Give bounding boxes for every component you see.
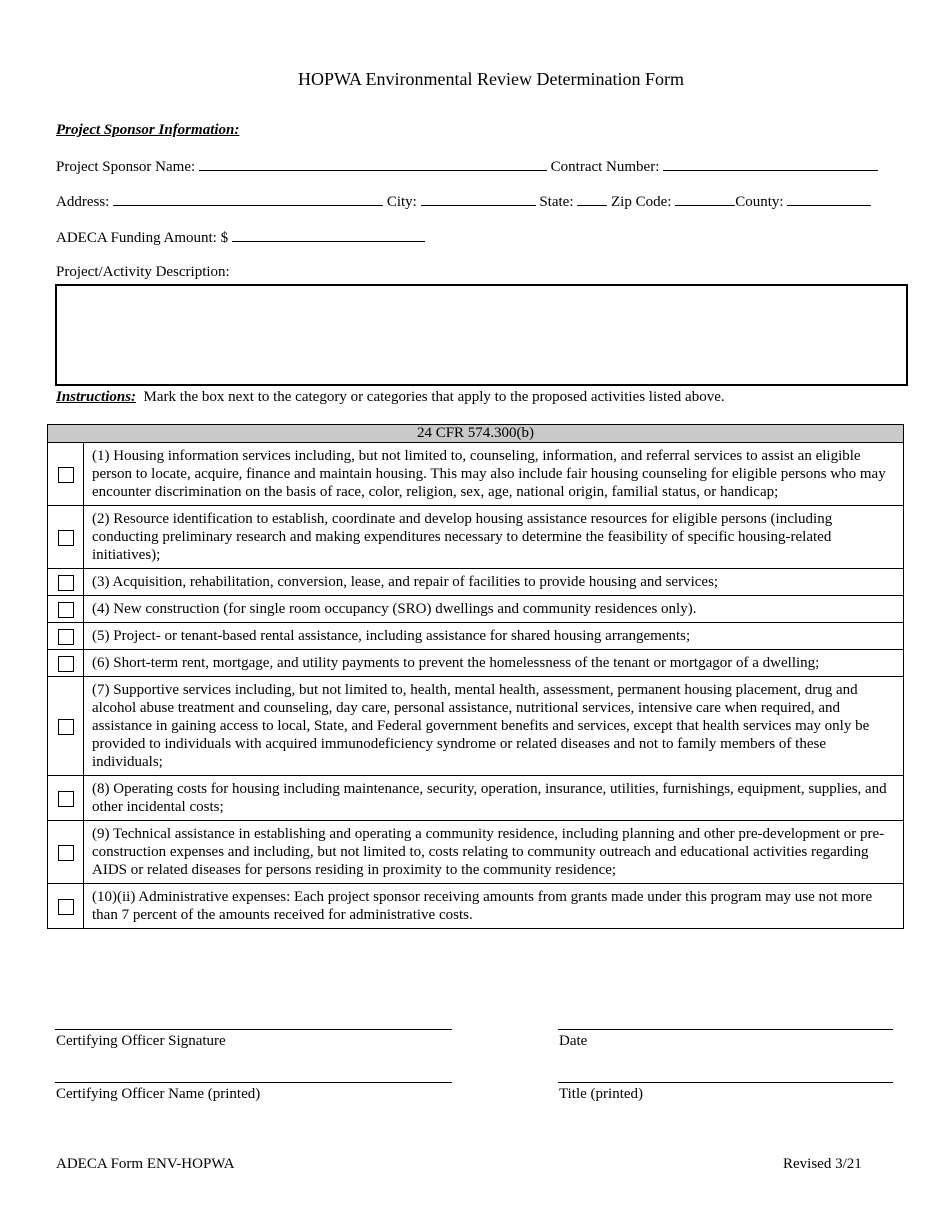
sponsor-section-heading: Project Sponsor Information: <box>56 122 240 138</box>
table-row <box>48 776 904 821</box>
contract-number-field[interactable] <box>663 156 878 171</box>
address-field[interactable] <box>113 191 383 206</box>
categories-table <box>47 424 904 929</box>
revision-date: Revised 3/21 <box>783 1156 862 1172</box>
table-row <box>48 677 904 776</box>
date-line[interactable] <box>558 1029 893 1030</box>
officer-name-label: Certifying Officer Name (printed) <box>56 1086 261 1102</box>
officer-name-line[interactable] <box>55 1082 452 1083</box>
address-row <box>56 191 871 211</box>
category-text: (10)(ii) Administrative expenses: Each project sponsor receiving amounts from grants made under this program may use not more than 7 percent of the amounts received for administrative costs. <box>84 884 904 929</box>
category-checkbox[interactable] <box>58 629 74 645</box>
funding-amount-field[interactable] <box>232 227 425 242</box>
address-label: Address: <box>56 194 110 210</box>
table-header: 24 CFR 574.300(b) <box>48 425 904 443</box>
state-label: State: <box>539 194 574 210</box>
category-checkbox[interactable] <box>58 467 74 483</box>
zip-code-label: Zip Code: <box>611 194 672 210</box>
date-label: Date <box>559 1033 588 1049</box>
category-checkbox[interactable] <box>58 899 74 915</box>
officer-signature-label: Certifying Officer Signature <box>56 1033 226 1049</box>
form-id: ADECA Form ENV-HOPWA <box>56 1156 235 1172</box>
table-row <box>48 506 904 569</box>
category-checkbox[interactable] <box>58 602 74 618</box>
category-text: (5) Project- or tenant-based rental assistance, including assistance for shared housing arrangements; <box>84 623 904 650</box>
officer-signature-line[interactable] <box>55 1029 452 1030</box>
city-field[interactable] <box>421 191 536 206</box>
county-label: County: <box>735 194 784 210</box>
table-row <box>48 884 904 929</box>
category-text: (6) Short-term rent, mortgage, and utility payments to prevent the homelessness of the tenant or mortgagor of a dwelling; <box>84 650 904 677</box>
category-text: (7) Supportive services including, but not limited to, health, mental health, assessment, permanent housing placement, drug and alcohol abuse treatment and counseling, day care, personal assistance, nutritional services, intensive care when required, and assistance in gaining access to local, State, and Federal government benefits and services, except that health services may only be provided to individuals with acquired immunodeficiency syndrome or related diseases and not to family members of these individuals; <box>84 677 904 776</box>
funding-row <box>56 227 425 247</box>
zip-code-field[interactable] <box>675 191 735 206</box>
category-text: (8) Operating costs for housing including maintenance, security, operation, insurance, utilities, furnishings, equipment, supplies, and other incidental costs; <box>84 776 904 821</box>
title-label: Title (printed) <box>559 1086 644 1102</box>
description-label: Project/Activity Description: <box>56 264 230 280</box>
instructions-label: Instructions: <box>56 389 137 405</box>
category-checkbox[interactable] <box>58 845 74 861</box>
category-checkbox[interactable] <box>58 575 74 591</box>
form-title: HOPWA Environmental Review Determination Form <box>298 69 684 89</box>
category-checkbox[interactable] <box>58 656 74 672</box>
category-text: (3) Acquisition, rehabilitation, conversion, lease, and repair of facilities to provide housing and services; <box>84 569 904 596</box>
sponsor-name-row <box>56 156 878 176</box>
state-field[interactable] <box>577 191 607 206</box>
contract-number-label: Contract Number: <box>550 159 660 175</box>
sponsor-name-label: Project Sponsor Name: <box>56 159 196 175</box>
city-label: City: <box>386 194 417 210</box>
table-row <box>48 623 904 650</box>
table-row <box>48 443 904 506</box>
table-row <box>48 596 904 623</box>
description-textbox[interactable] <box>55 284 908 386</box>
table-row <box>48 569 904 596</box>
category-text: (2) Resource identification to establish, coordinate and develop housing assistance resources for eligible persons (including conducting preliminary research and making expenditures necessary to determine the feasibility of specific housing-related initiatives); <box>84 506 904 569</box>
table-row <box>48 650 904 677</box>
sponsor-name-field[interactable] <box>199 156 547 171</box>
title-line[interactable] <box>558 1082 893 1083</box>
instructions-text: Mark the box next to the category or categories that apply to the proposed activities listed above. <box>143 389 725 405</box>
category-text: (9) Technical assistance in establishing and operating a community residence, including planning and other pre-development or pre-construction expenses and including, but not limited to, costs relating to community outreach and educational activities regarding AIDS or related diseases for persons residing in proximity to the community residence; <box>84 821 904 884</box>
funding-amount-label: ADECA Funding Amount: $ <box>56 230 229 246</box>
category-text: (1) Housing information services including, but not limited to, counseling, information, and referral services to assist an eligible person to locate, acquire, finance and maintain housing. This may also include fair housing counseling for eligible persons who may encounter discrimination on the basis of race, color, religion, sex, age, national origin, familial status, or handicap; <box>84 443 904 506</box>
county-field[interactable] <box>787 191 871 206</box>
instructions <box>56 388 725 406</box>
category-checkbox[interactable] <box>58 530 74 546</box>
category-text: (4) New construction (for single room occupancy (SRO) dwellings and community residences only). <box>84 596 904 623</box>
category-checkbox[interactable] <box>58 719 74 735</box>
table-row <box>48 821 904 884</box>
category-checkbox[interactable] <box>58 791 74 807</box>
